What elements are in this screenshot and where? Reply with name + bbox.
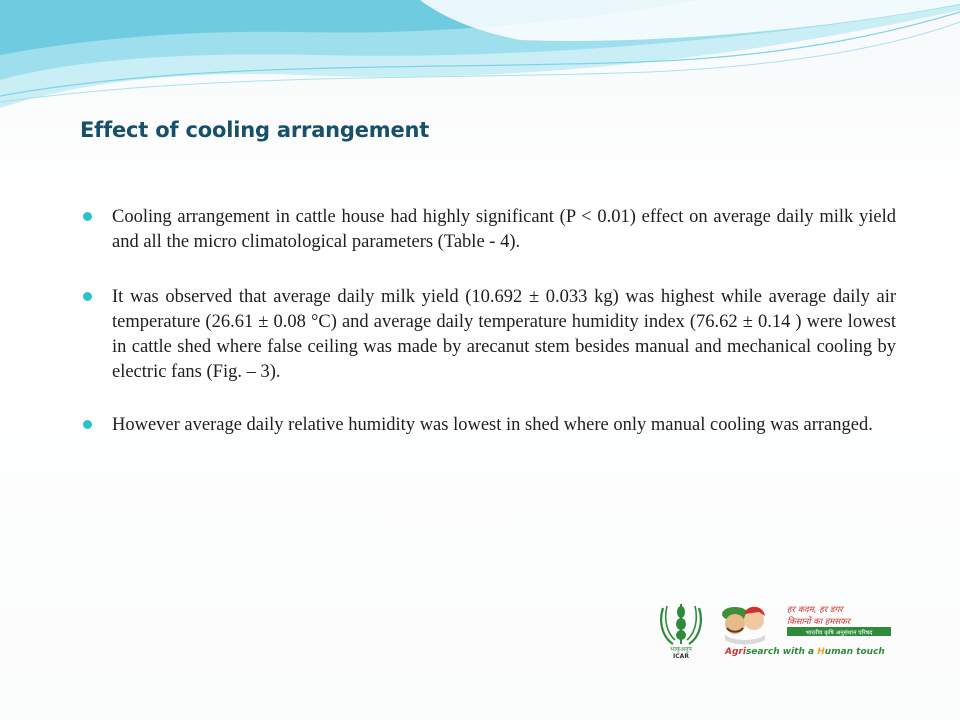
bullet-item: Cooling arrangement in cattle house had highly significant (P < 0.01) effect on average daily milk yield and all the micro climatological parameters (Table - 4). (80, 205, 896, 255)
slogan-line-2: किसानों का हमसफर (787, 617, 851, 627)
tagline-h-mark: H (817, 647, 825, 657)
tagline-search: search with a (745, 647, 818, 657)
icar-logo-block (655, 598, 895, 660)
bullet-item: It was observed that average daily milk yield (10.692 ± 0.033 kg) was highest while average daily air temperature (26.61 ± 0.08 °C) and average daily temperature humidity index (76.62 ± 0.14 ) were lowest in cattle shed where false ceiling was made by arecanut stem besides manual and mechanical cooling by electric fans (Fig. – 3). (80, 285, 896, 385)
bullet-list (80, 205, 896, 468)
slide-title: Effect of cooling arrangement (80, 118, 430, 142)
tagline-agri: Agri (725, 647, 746, 657)
icar-emblem-icon (661, 604, 701, 644)
tagline (724, 647, 885, 657)
tagline-human: uman touch (824, 647, 885, 657)
icar-label: ICAR (673, 653, 689, 660)
slogan-line-1: हर कदम, हर डगर (787, 605, 843, 615)
farmers-illustration-icon (722, 607, 765, 645)
bullet-item: However average daily relative humidity was lowest in shed where only manual cooling was arranged. (80, 413, 896, 438)
icar-hindi-label: भाकृअनुप (670, 646, 692, 653)
slogan-line-3: भारतीय कृषि अनुसंधान परिषद (805, 629, 873, 637)
header-wave-decoration (0, 0, 960, 115)
